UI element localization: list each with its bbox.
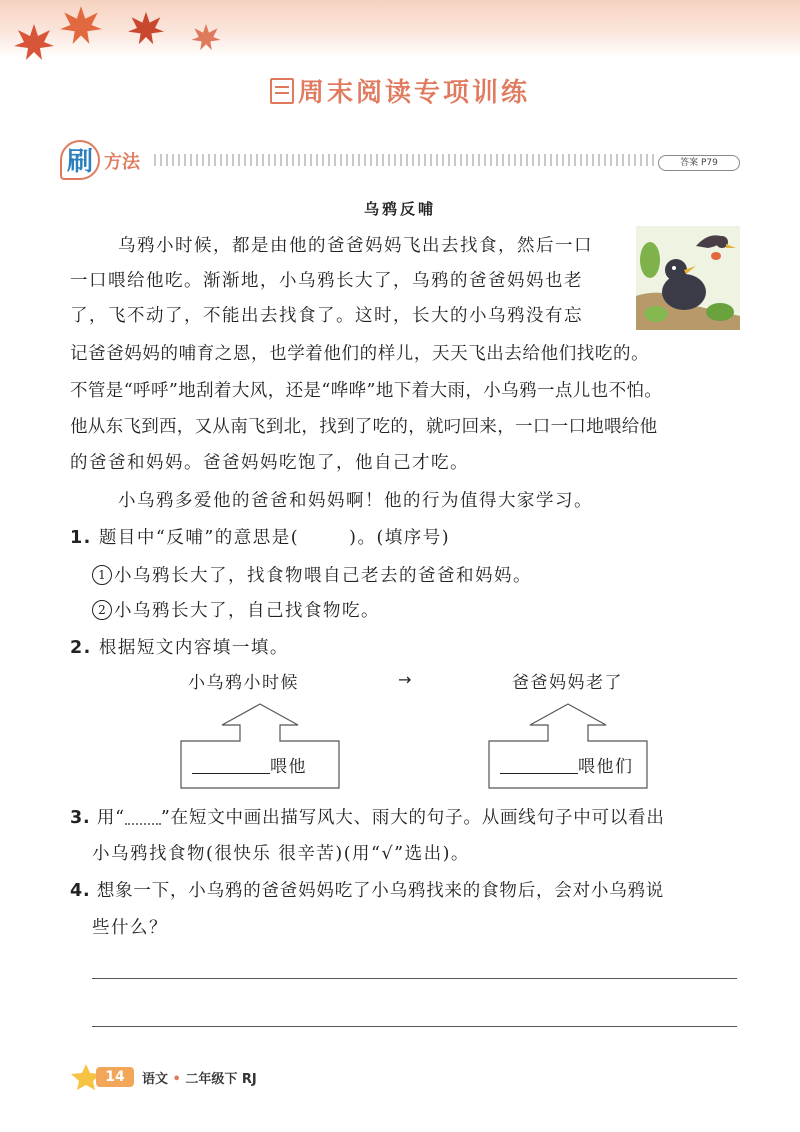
passage-line: 记爸爸妈妈的哺育之恩，也学着他们的样儿，天天飞出去给他们找吃的。 bbox=[70, 344, 650, 364]
question-3-line-2: 小乌鸦找食物(很快乐 很辛苦)(用“√”选出)。 bbox=[92, 844, 470, 864]
book-icon bbox=[270, 78, 294, 104]
passage-title: 乌鸦反哺 bbox=[363, 200, 436, 218]
answer-line[interactable] bbox=[92, 1026, 737, 1027]
option-number: 1 bbox=[92, 565, 112, 585]
page-number: 14 bbox=[96, 1067, 134, 1087]
question-1-option-2: 2 小乌鸦长大了，自己找食物吃。 bbox=[92, 597, 380, 622]
passage-line: 不管是“呼呼”地刮着大风，还是“哗哗”地下着大雨，小乌鸦一点儿也不怕。 bbox=[70, 381, 663, 401]
maple-leaf-icon bbox=[58, 4, 104, 46]
answer-blank[interactable] bbox=[500, 757, 578, 774]
wavy-line-mark bbox=[125, 811, 161, 825]
arrow-right-icon: → bbox=[398, 670, 412, 689]
flow-left-label: 小乌鸦小时候 bbox=[188, 673, 299, 693]
question-4-line-2: 些什么？ bbox=[92, 918, 168, 938]
passage-line: 一口喂给他吃。渐渐地，小乌鸦长大了，乌鸦的爸爸妈妈也老 bbox=[70, 271, 583, 291]
question-4: 4. 想象一下，小乌鸦的爸爸妈妈吃了小乌鸦找来的食物后，会对小乌鸦说 bbox=[70, 881, 665, 901]
right-box-answer: 喂他们 bbox=[500, 752, 634, 777]
question-1-option-1: 1 小乌鸦长大了，找食物喂自己老去的爸爸和妈妈。 bbox=[92, 562, 532, 587]
question-1: 1. 题目中“反哺”的意思是( )。(填序号) bbox=[70, 528, 451, 548]
question-2: 2. 根据短文内容填一填。 bbox=[70, 638, 289, 658]
passage-line: 乌鸦小时候，都是由他的爸爸妈妈飞出去找食，然后一口 bbox=[118, 236, 593, 256]
section-label: 方法 bbox=[104, 152, 140, 173]
question-3: 3. 用“ ”在短文中画出描写风大、雨大的句子。从画线句子中可以看出 bbox=[70, 808, 665, 828]
flow-right-label: 爸爸妈妈老了 bbox=[512, 673, 623, 693]
method-section-bar bbox=[60, 140, 740, 180]
passage-line: 的爸爸和妈妈。爸爸妈妈吃饱了，他自己才吃。 bbox=[70, 453, 469, 473]
page-title: 周末阅读专项训练 bbox=[0, 72, 800, 109]
footer-subject: 语文 • 二年级下 RJ bbox=[142, 1072, 257, 1087]
section-badge: 刷 bbox=[60, 140, 100, 180]
header-band bbox=[0, 0, 800, 58]
answer-line[interactable] bbox=[92, 978, 737, 979]
passage-line: 他从东飞到西，又从南飞到北，找到了吃的，就叼回来，一口一口地喂给他 bbox=[70, 417, 658, 437]
maple-leaf-icon bbox=[12, 22, 56, 62]
left-box-answer: 喂他 bbox=[192, 752, 307, 777]
passage-line: 小乌鸦多爱他的爸爸和妈妈啊！他的行为值得大家学习。 bbox=[118, 491, 593, 511]
option-number: 2 bbox=[92, 600, 112, 620]
answer-reference: 答案 P79 bbox=[658, 155, 740, 171]
passage-line: 了，飞不动了，不能出去找食了。这时，长大的小乌鸦没有忘 bbox=[70, 306, 583, 326]
divider bbox=[154, 154, 654, 166]
maple-leaf-icon bbox=[126, 10, 166, 46]
maple-leaf-icon bbox=[190, 22, 222, 52]
answer-blank[interactable] bbox=[192, 757, 270, 774]
crow-illustration bbox=[636, 226, 740, 330]
page-footer bbox=[68, 1063, 368, 1093]
